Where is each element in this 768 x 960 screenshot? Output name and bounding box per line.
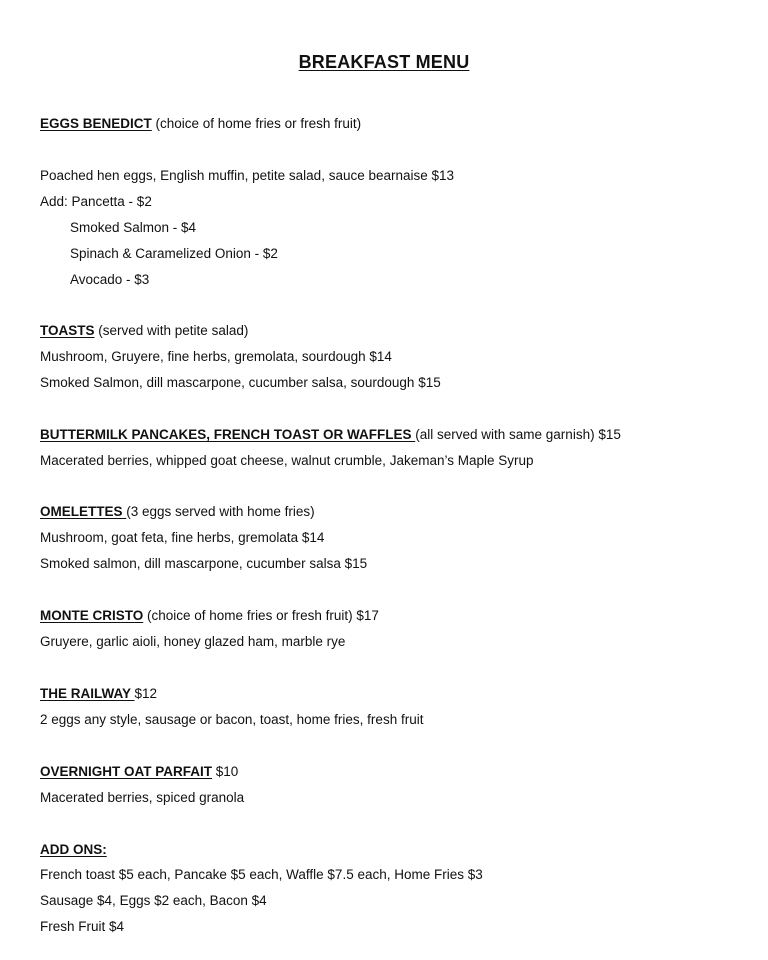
- section-heading: EGGS BENEDICT: [40, 116, 152, 131]
- section-note: $12: [134, 686, 158, 701]
- menu-item: Smoked salmon, dill mascarpone, cucumber salsa $15: [40, 556, 368, 571]
- add-option: Spinach & Caramelized Onion - $2: [70, 246, 278, 261]
- section-heading: THE RAILWAY: [40, 686, 135, 701]
- section-heading: BUTTERMILK PANCAKES, FRENCH TOAST OR WAFFLES: [40, 427, 416, 442]
- page-title: BREAKFAST MENU: [298, 52, 470, 72]
- menu-item: Fresh Fruit $4: [40, 919, 125, 934]
- section-pancakes: [40, 426, 621, 444]
- menu-item: French toast $5 each, Pancake $5 each, Waffle $7.5 each, Home Fries $3: [40, 867, 483, 882]
- menu-item: Macerated berries, whipped goat cheese, walnut crumble, Jakeman’s Maple Syrup: [40, 453, 534, 468]
- menu-item: Mushroom, Gruyere, fine herbs, gremolata, sourdough $14: [40, 349, 392, 364]
- menu-item: Poached hen eggs, English muffin, petite salad, sauce bearnaise $13: [40, 168, 455, 183]
- section-omelettes: [40, 503, 315, 521]
- section-toasts: [40, 322, 248, 340]
- menu-item: Smoked Salmon, dill mascarpone, cucumber salsa, sourdough $15: [40, 375, 441, 390]
- menu-item: 2 eggs any style, sausage or bacon, toast, home fries, fresh fruit: [40, 712, 424, 727]
- menu-item: Sausage $4, Eggs $2 each, Bacon $4: [40, 893, 267, 908]
- section-note: (3 eggs served with home fries): [126, 504, 315, 519]
- menu-item: Macerated berries, spiced granola: [40, 790, 245, 805]
- add-option: Smoked Salmon - $4: [70, 220, 197, 235]
- section-heading: TOASTS: [40, 323, 95, 338]
- section-heading: MONTE CRISTO: [40, 608, 144, 623]
- section-note: $10: [212, 764, 239, 779]
- menu-item: Mushroom, goat feta, fine herbs, gremolata $14: [40, 530, 325, 545]
- section-add-ons: [40, 841, 107, 859]
- section-parfait: [40, 763, 238, 781]
- add-option: Add: Pancetta - $2: [40, 194, 152, 209]
- section-note: (all served with same garnish) $15: [415, 427, 621, 442]
- menu-item: Gruyere, garlic aioli, honey glazed ham, marble rye: [40, 634, 346, 649]
- section-heading: OMELETTES: [40, 504, 127, 519]
- section-railway: [40, 685, 157, 703]
- section-note: (served with petite salad): [94, 323, 249, 338]
- section-heading: OVERNIGHT OAT PARFAIT: [40, 764, 212, 779]
- section-heading: ADD ONS:: [40, 842, 107, 857]
- section-note: (choice of home fries or fresh fruit) $17: [143, 608, 379, 623]
- section-eggs-benedict: [40, 115, 361, 133]
- section-note: (choice of home fries or fresh fruit): [151, 116, 362, 131]
- add-option: Avocado - $3: [70, 272, 150, 287]
- section-monte-cristo: [40, 607, 379, 625]
